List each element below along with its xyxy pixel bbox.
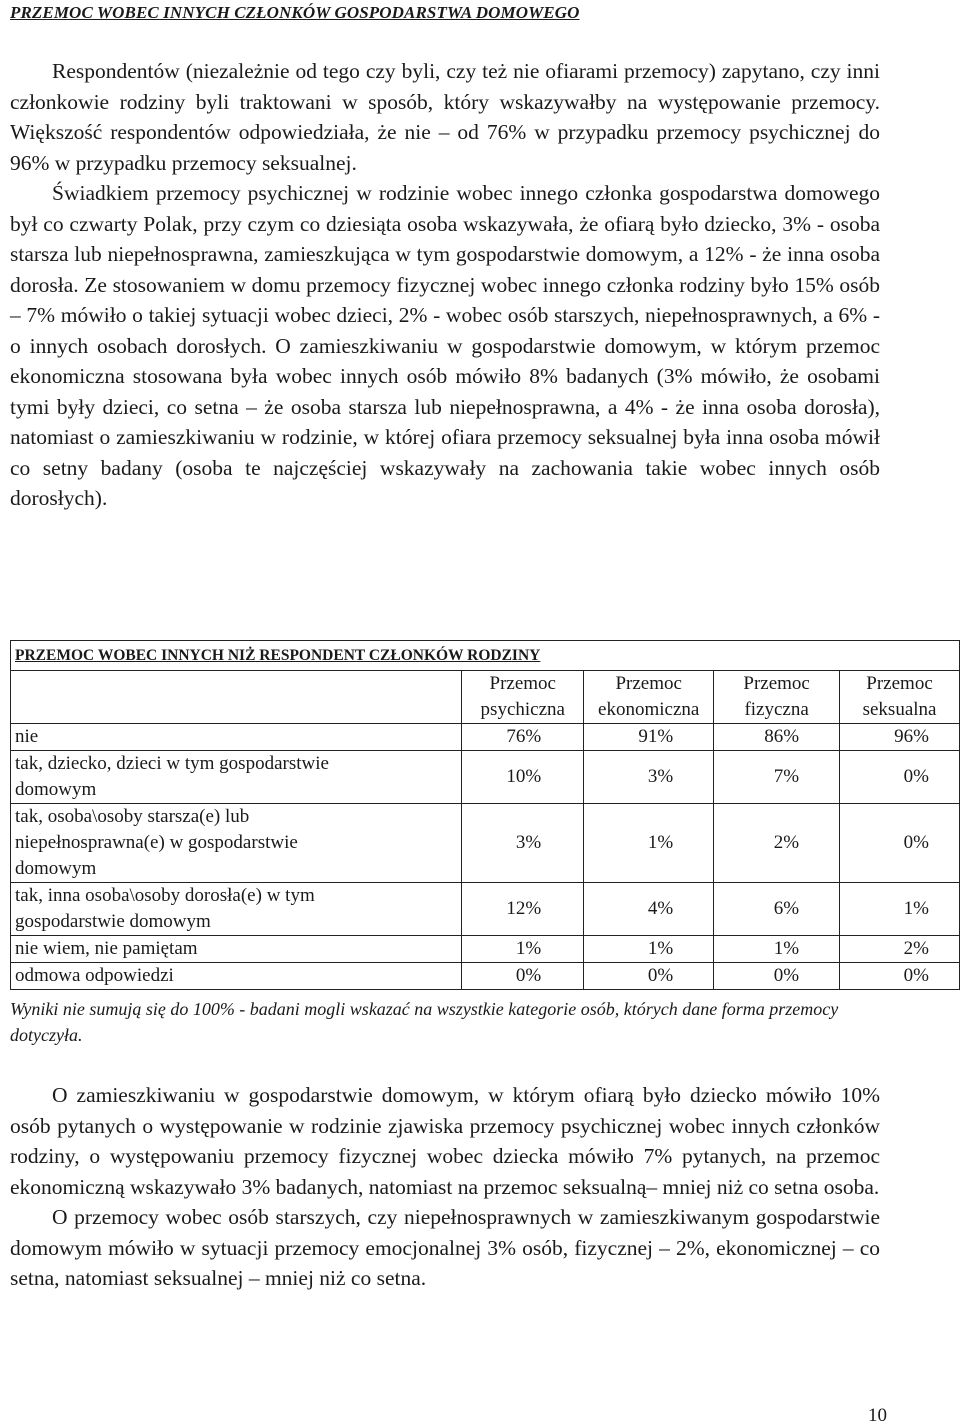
section-title: PRZEMOC WOBEC INNYCH CZŁONKÓW GOSPODARSTWA DOMOWEGO bbox=[10, 3, 580, 22]
closing-text-block bbox=[10, 1080, 880, 1294]
violence-table bbox=[10, 640, 960, 990]
table-cell: 0% bbox=[840, 804, 960, 883]
row-label: nie bbox=[11, 724, 462, 751]
paragraph-witnesses: Świadkiem przemocy psychicznej w rodzinie wobec innego członka gospodarstwa domowego był co czwarty Polak, przy czym co dziesiąta osoba wskazywała, że ofiarą było dziecko, 3% - osoba starsza lub niepełnosprawna, zamieszkująca w tym gospodarstwie domowym, a 12% - że inna osoba dorosła. Ze stosowaniem w domu przemocy fizycznej wobec innego członka rodziny było 15% osób – 7% mówiło o takiej sytuacji wobec dzieci, 2% - wobec osób starszych, niepełnosprawnych, a 6% - o innych osobach dorosłych. O zamieszkiwaniu w gospodarstwie domowym, w którym przemoc ekonomiczna stosowana była wobec innych osób mówiło 8% badanych (3% mówiło, że osobami tymi były dzieci, co setna – że osoba starsza lub niepełnosprawna, a 4% - że inna osoba dorosła), natomiast o zamieszkiwaniu w rodzinie, w której ofiara przemocy seksualnej była inna osoba mówił co setny badany (osoba te najczęściej wskazywały na zachowania takie wobec innych osób dorosłych). bbox=[10, 181, 880, 510]
table-header-row bbox=[11, 671, 960, 724]
table-header-empty bbox=[11, 671, 462, 724]
table-row bbox=[11, 936, 960, 963]
table-caption-row bbox=[11, 641, 960, 671]
table-cell: 86% bbox=[714, 724, 840, 751]
row-label: nie wiem, nie pamiętam bbox=[11, 936, 462, 963]
table-cell: 6% bbox=[714, 883, 840, 936]
table-cell: 1% bbox=[584, 936, 714, 963]
table-cell: 96% bbox=[840, 724, 960, 751]
table-cell: 0% bbox=[840, 751, 960, 804]
table-row bbox=[11, 751, 960, 804]
table-cell: 1% bbox=[462, 936, 584, 963]
table-cell: 0% bbox=[714, 963, 840, 990]
page-number: 10 bbox=[868, 1405, 887, 1426]
row-label: odmowa odpowiedzi bbox=[11, 963, 462, 990]
table-cell: 3% bbox=[462, 804, 584, 883]
table-header-cell: Przemoc psychiczna bbox=[462, 671, 584, 724]
table-cell: 2% bbox=[714, 804, 840, 883]
table-cell: 91% bbox=[584, 724, 714, 751]
paragraph-respondents: Respondentów (niezależnie od tego czy byli, czy też nie ofiarami przemocy) zapytano, czy inni członkowie rodziny byli traktowani w sposób, który wskazywałby na występowanie przemocy. Większość respondentów odpowiedziała, że nie – od 76% w przypadku przemocy psychicznej do 96% w przypadku przemocy seksualnej. bbox=[10, 59, 880, 175]
intro-text-block bbox=[10, 56, 880, 514]
table-cell: 7% bbox=[714, 751, 840, 804]
paragraph-children: O zamieszkiwaniu w gospodarstwie domowym, w którym ofiarą było dziecko mówiło 10% osób pytanych o występowanie w rodzinie zjawiska przemocy psychicznej wobec innych członków rodziny, o występowaniu przemocy fizycznej wobec dziecka mówiło 7% pytanych, na przemoc ekonomiczną wskazywało 3% badanych, natomiast na przemoc seksualną– mniej niż co setna osoba. bbox=[10, 1083, 880, 1199]
table-cell: 4% bbox=[584, 883, 714, 936]
table-row bbox=[11, 724, 960, 751]
table-cell: 76% bbox=[462, 724, 584, 751]
table-cell: 1% bbox=[714, 936, 840, 963]
table-cell: 2% bbox=[840, 936, 960, 963]
table-cell: 0% bbox=[462, 963, 584, 990]
table-row bbox=[11, 963, 960, 990]
table-caption: PRZEMOC WOBEC INNYCH NIŻ RESPONDENT CZŁONKÓW RODZINY bbox=[11, 641, 960, 671]
table-cell: 10% bbox=[462, 751, 584, 804]
row-label: tak, inna osoba\osoby dorosła(e) w tym gospodarstwie domowym bbox=[11, 883, 462, 936]
table-note: Wyniki nie sumują się do 100% - badani mogli wskazać na wszystkie kategorie osób, których dane forma przemocy dotyczyła. bbox=[10, 999, 839, 1045]
table-cell: 1% bbox=[584, 804, 714, 883]
table-cell: 3% bbox=[584, 751, 714, 804]
table-header-cell: Przemoc seksualna bbox=[840, 671, 960, 724]
paragraph-elderly: O przemocy wobec osób starszych, czy niepełnosprawnych w zamieszkiwanym gospodarstwie domowym mówiło w sytuacji przemocy emocjonalnej 3% osób, fizycznej – 2%, ekonomicznej – co setna, natomiast seksualnej – mniej niż co setna. bbox=[10, 1205, 880, 1290]
table-cell: 1% bbox=[840, 883, 960, 936]
table-cell: 12% bbox=[462, 883, 584, 936]
table-cell: 0% bbox=[840, 963, 960, 990]
table-header-cell: Przemoc ekonomiczna bbox=[584, 671, 714, 724]
table-cell: 0% bbox=[584, 963, 714, 990]
row-label: tak, dziecko, dzieci w tym gospodarstwie domowym bbox=[11, 751, 462, 804]
table-header-cell: Przemoc fizyczna bbox=[714, 671, 840, 724]
row-label: tak, osoba\osoby starsza(e) lub niepełnosprawna(e) w gospodarstwie domowym bbox=[11, 804, 462, 883]
table-row bbox=[11, 883, 960, 936]
table-row bbox=[11, 804, 960, 883]
